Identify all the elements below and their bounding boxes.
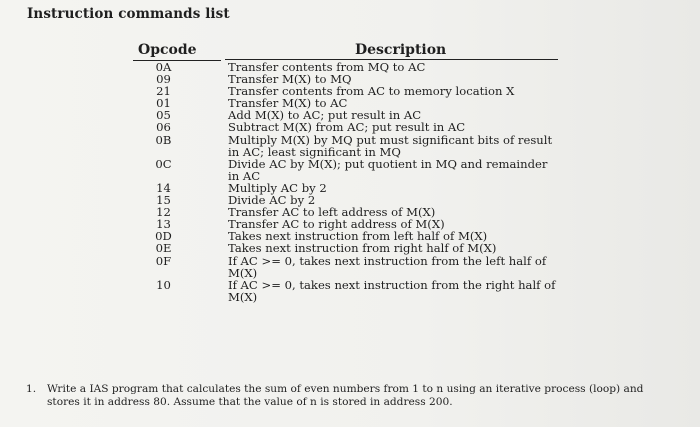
question-number: 1. <box>26 383 37 395</box>
description-cell: Transfer contents from AC to memory location X <box>228 84 515 99</box>
opcode-header: Opcode <box>138 42 197 58</box>
opcode-cell: 09 <box>156 72 171 87</box>
description-cell: Subtract M(X) from AC; put result in AC <box>228 120 466 135</box>
opcode-cell: 12 <box>156 205 171 220</box>
table-row <box>133 255 558 279</box>
table-body <box>133 61 558 303</box>
table-header <box>133 42 558 61</box>
opcode-cell: 0D <box>155 229 172 244</box>
table-row <box>133 158 558 182</box>
page-title: Instruction commands list <box>27 6 230 22</box>
table-row <box>133 121 558 133</box>
description-cell: Takes next instruction from right half of M(X) <box>228 241 497 256</box>
opcode-cell: 13 <box>156 217 171 232</box>
opcode-cell: 0A <box>155 60 172 74</box>
description-cell: If AC >= 0, takes next instruction from the left half of M(X) <box>228 253 547 280</box>
description-header: Description <box>355 42 447 58</box>
description-cell: Transfer M(X) to AC <box>228 96 348 111</box>
opcode-cell: 15 <box>156 193 171 208</box>
opcode-cell: 0C <box>155 156 172 171</box>
description-cell: Multiply M(X) by MQ put must significant bits of result in AC; least significant in MQ <box>228 132 553 159</box>
description-cell: Takes next instruction from left half of M(X) <box>228 229 488 244</box>
description-cell: Transfer M(X) to MQ <box>228 72 352 87</box>
description-cell: Transfer contents from MQ to AC <box>228 60 426 74</box>
instruction-table <box>133 42 558 304</box>
opcode-cell: 0F <box>155 253 172 268</box>
table-row <box>133 182 558 194</box>
description-cell: Add M(X) to AC; put result in AC <box>228 108 422 123</box>
table-row <box>133 242 558 254</box>
opcode-cell: 10 <box>156 277 171 292</box>
opcode-cell: 05 <box>156 108 171 123</box>
opcode-cell: 21 <box>156 84 171 99</box>
opcode-cell: 14 <box>156 180 171 195</box>
question <box>26 383 667 408</box>
opcode-cell: 0E <box>155 241 172 256</box>
opcode-cell: 01 <box>156 96 171 111</box>
description-cell: Transfer AC to right address of M(X) <box>228 217 445 232</box>
description-cell: If AC >= 0, takes next instruction from the right half of M(X) <box>228 277 556 304</box>
description-cell: Divide AC by 2 <box>228 193 316 208</box>
description-cell: Divide AC by M(X); put quotient in MQ and remainder in AC <box>228 156 548 183</box>
table-row <box>133 134 558 158</box>
description-cell: Transfer AC to left address of M(X) <box>228 205 436 220</box>
table-row <box>133 279 558 303</box>
description-cell: Multiply AC by 2 <box>228 180 327 195</box>
opcode-cell: 06 <box>156 120 171 135</box>
question-text: Write a IAS program that calculates the sum of even numbers from 1 to n using an iterative process (loop) and stores it in address 80. Assume that the value of n is stored in address 200. <box>47 383 644 408</box>
opcode-cell: 0B <box>155 132 172 147</box>
